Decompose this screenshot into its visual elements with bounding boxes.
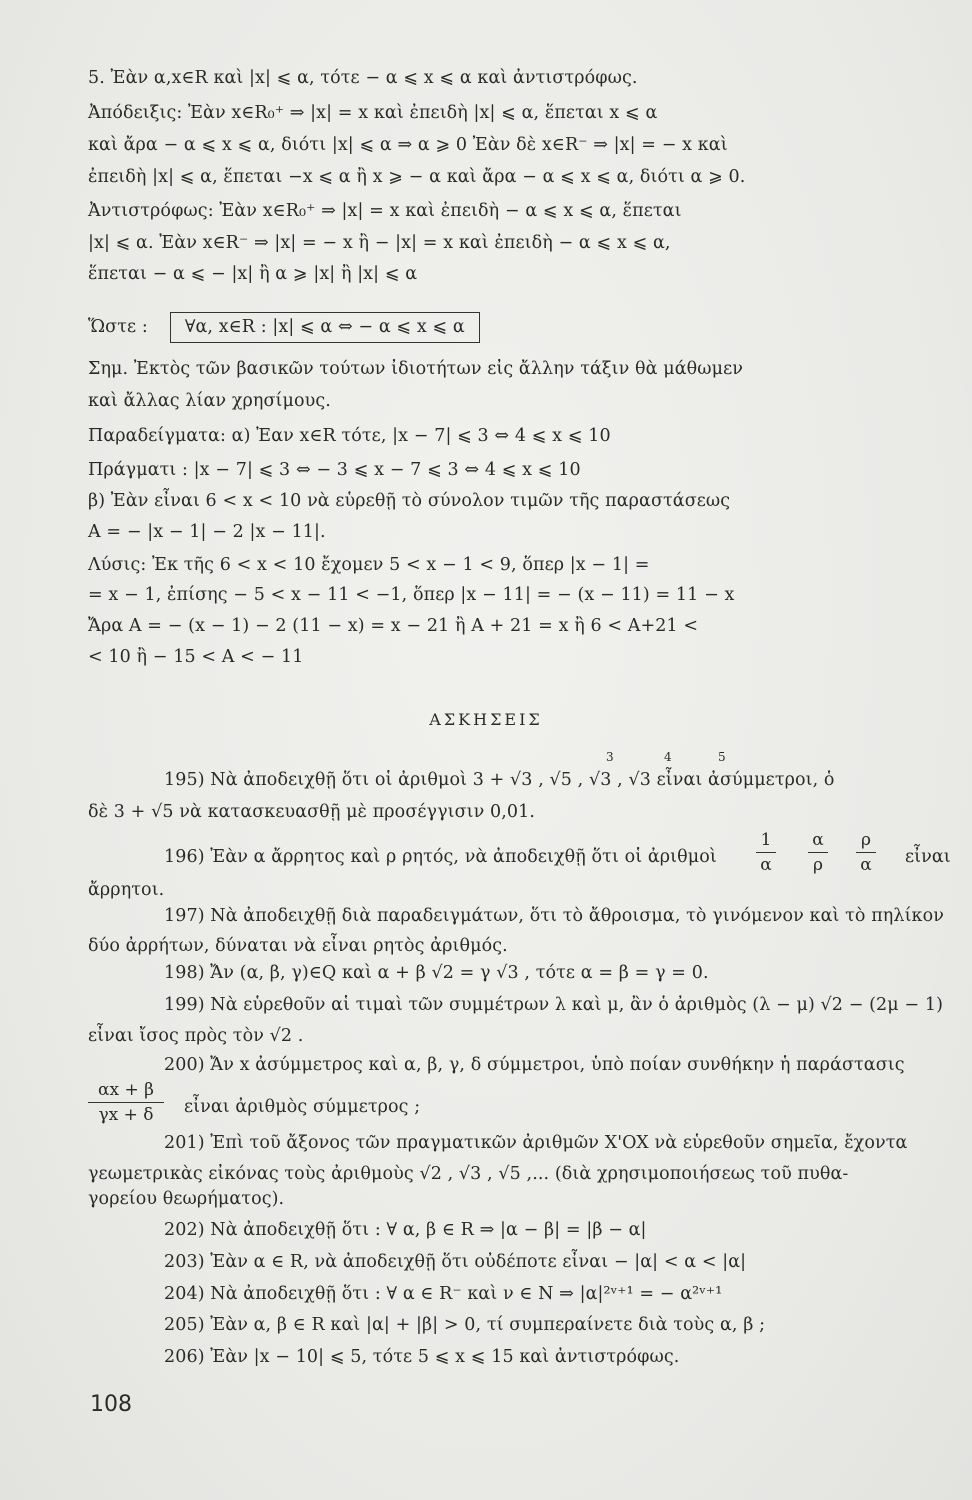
fraction-expression: αx + β γx + δ (88, 1080, 164, 1125)
exercise-195-line-2: δὲ 3 + √5 νὰ κατασκευασθῇ μὲ προσέγγισιν 0,01. (88, 802, 536, 822)
page-number: 108 (90, 1392, 132, 1417)
exercise-197-line-2: δύο ἀρρήτων, δύναται νὰ εἶναι ρητὸς ἀριθμός. (88, 936, 508, 956)
solution-line-3: Ἄρα Α = − (x − 1) − 2 (11 − x) = x − 21 ἢ Α + 21 = x ἢ 6 < Α+21 < (88, 616, 699, 636)
exercise-199-line-2: εἶναι ἴσος πρὸς τὸν √2 . (88, 1026, 304, 1046)
solution-line-4: < 10 ἢ − 15 < Α < − 11 (88, 647, 304, 667)
conclusion-line (88, 312, 954, 343)
proposition-5: 5. Ἐὰν α,x∈R καὶ |x| ⩽ α, τότε − α ⩽ x ⩽ α καὶ ἀντιστρόφως. (88, 68, 638, 88)
exercise-199-line-1: 199) Νὰ εὑρεθοῦν αἱ τιμαὶ τῶν συμμέτρων λ καὶ μ, ἂν ὁ ἀριθμὸς (λ − μ) √2 − (2μ − 1) (164, 995, 943, 1015)
examples-line: Παραδείγματα: α) Ἐαν x∈R τότε, |x − 7| ⩽ 3 ⇔ 4 ⩽ x ⩽ 10 (88, 426, 611, 446)
exercise-195-line-1: 195) Νὰ ἀποδειχθῇ ὅτι οἱ ἀριθμοὶ 3 + √3 , √5 , √3 , √3 εἶναι ἀσύμμετροι, ὁ (164, 770, 835, 790)
solution-line-1: Λύσις: Ἐκ τῆς 6 < x < 10 ἔχομεν 5 < x − 1 < 9, ὅπερ |x − 1| = (88, 555, 650, 575)
root-index-3: 3 (606, 750, 614, 764)
exercise-206: 206) Ἐὰν |x − 10| ⩽ 5, τότε 5 ⩽ x ⩽ 15 καὶ ἀντιστρόφως. (164, 1347, 680, 1367)
exercise-201-line-2: γεωμετρικὰς εἰκόνας τοὺς ἀριθμοὺς √2 , √3 , √5 ,... (διὰ χρησιμοποιήσεως τοῦ πυθα- (88, 1164, 849, 1184)
exercise-196-tail: εἶναι (905, 847, 951, 867)
exercise-202: 202) Νὰ ἀποδειχθῇ ὅτι : ∀ α, β ∈ R ⇒ |α − β| = |β − α| (164, 1220, 647, 1240)
proof-line-2: καὶ ἄρα − α ⩽ x ⩽ α, διότι |x| ⩽ α ⇒ α ⩾ 0 Ἐὰν δὲ x∈R⁻ ⇒ |x| = − x καὶ (88, 135, 728, 155)
converse-line-2: |x| ⩽ α. Ἐὰν x∈R⁻ ⇒ |x| = − x ἢ − |x| = x καὶ ἐπειδὴ − α ⩽ x ⩽ α, (88, 233, 671, 253)
exercise-201-line-1: 201) Ἐπὶ τοῦ ἄξονος τῶν πραγματικῶν ἀριθμῶν X'OX νὰ εὑρεθοῦν σημεῖα, ἔχοντα (164, 1133, 908, 1153)
root-index-5: 5 (718, 750, 726, 764)
example-b-line-1: β) Ἐὰν εἶναι 6 < x < 10 νὰ εὑρεθῇ τὸ σύνολον τιμῶν τῆς παραστάσεως (88, 491, 731, 511)
exercise-203: 203) Ἐὰν α ∈ R, νὰ ἀποδειχθῇ ὅτι οὐδέποτε εἶναι − |α| < α < |α| (164, 1252, 747, 1272)
exercise-201-line-3: γορείου θεωρήματος). (88, 1189, 285, 1209)
exercise-196-line-2: ἄρρητοι. (88, 880, 165, 900)
fraction-p-over-a: ρ α (856, 830, 876, 875)
exercise-204: 204) Νὰ ἀποδειχθῇ ὅτι : ∀ α ∈ R⁻ καὶ ν ∈ N ⇒ |α|²ᵛ⁺¹ = − α²ᵛ⁺¹ (164, 1284, 723, 1304)
converse-line-3: ἕπεται − α ⩽ − |x| ἢ α ⩾ |x| ἢ |x| ⩽ α (88, 264, 418, 284)
note-line-2: καὶ ἄλλας λίαν χρησίμους. (88, 391, 331, 411)
solution-line-2: = x − 1, ἐπίσης − 5 < x − 11 < −1, ὅπερ |x − 11| = − (x − 11) = 11 − x (88, 585, 735, 605)
note-line-1: Σημ. Ἐκτὸς τῶν βασικῶν τούτων ἰδιοτήτων εἰς ἄλλην τάξιν θὰ μάθωμεν (88, 359, 743, 379)
exercise-205: 205) Ἐὰν α, β ∈ R καὶ |α| + |β| > 0, τί συμπεραίνετε διὰ τοὺς α, β ; (164, 1315, 766, 1335)
fraction-1-over-a: 1 α (756, 830, 776, 875)
example-a-proof: Πράγματι : |x − 7| ⩽ 3 ⇔ − 3 ⩽ x − 7 ⩽ 3 ⇔ 4 ⩽ x ⩽ 10 (88, 460, 581, 480)
exercise-200-line-2: εἶναι ἀριθμὸς σύμμετρος ; (184, 1097, 421, 1117)
exercise-197-line-1: 197) Νὰ ἀποδειχθῇ διὰ παραδειγμάτων, ὅτι τὸ ἄθροισμα, τὸ γινόμενον καὶ τὸ πηλίκον (164, 906, 944, 926)
proof-line-1: Ἀπόδειξις: Ἐὰν x∈R₀⁺ ⇒ |x| = x καὶ ἐπειδὴ |x| ⩽ α, ἕπεται x ⩽ α (88, 103, 658, 123)
conclusion-label: Ὥστε : (88, 317, 148, 337)
exercise-196-line-1: 196) Ἐὰν α ἄρρητος καὶ ρ ρητός, νὰ ἀποδειχθῇ ὅτι οἱ ἀριθμοὶ (164, 847, 717, 867)
exercises-heading: ΑΣΚΗΣΕΙΣ (429, 710, 543, 729)
conclusion-box: ∀α, x∈R : |x| ⩽ α ⇔ − α ⩽ x ⩽ α (170, 312, 480, 343)
fraction-a-over-p: α ρ (808, 830, 828, 875)
exercise-200-line-1: 200) Ἄν x ἀσύμμετρος καὶ α, β, γ, δ σύμμετροι, ὑπὸ ποίαν συνθήκην ἡ παράστασις (164, 1055, 905, 1075)
converse-line-1: Ἀντιστρόφως: Ἐὰν x∈R₀⁺ ⇒ |x| = x καὶ ἐπειδὴ − α ⩽ x ⩽ α, ἕπεται (88, 201, 682, 221)
proof-line-3: ἐπειδὴ |x| ⩽ α, ἕπεται −x ⩽ α ἢ x ⩾ − α καὶ ἄρα − α ⩽ x ⩽ α, διότι α ⩾ 0. (88, 167, 746, 187)
example-b-line-2: Α = − |x − 1| − 2 |x − 11|. (88, 522, 326, 542)
exercise-198: 198) Ἄν (α, β, γ)∈Q καὶ α + β √2 = γ √3 , τότε α = β = γ = 0. (164, 963, 709, 983)
root-index-4: 4 (664, 750, 672, 764)
